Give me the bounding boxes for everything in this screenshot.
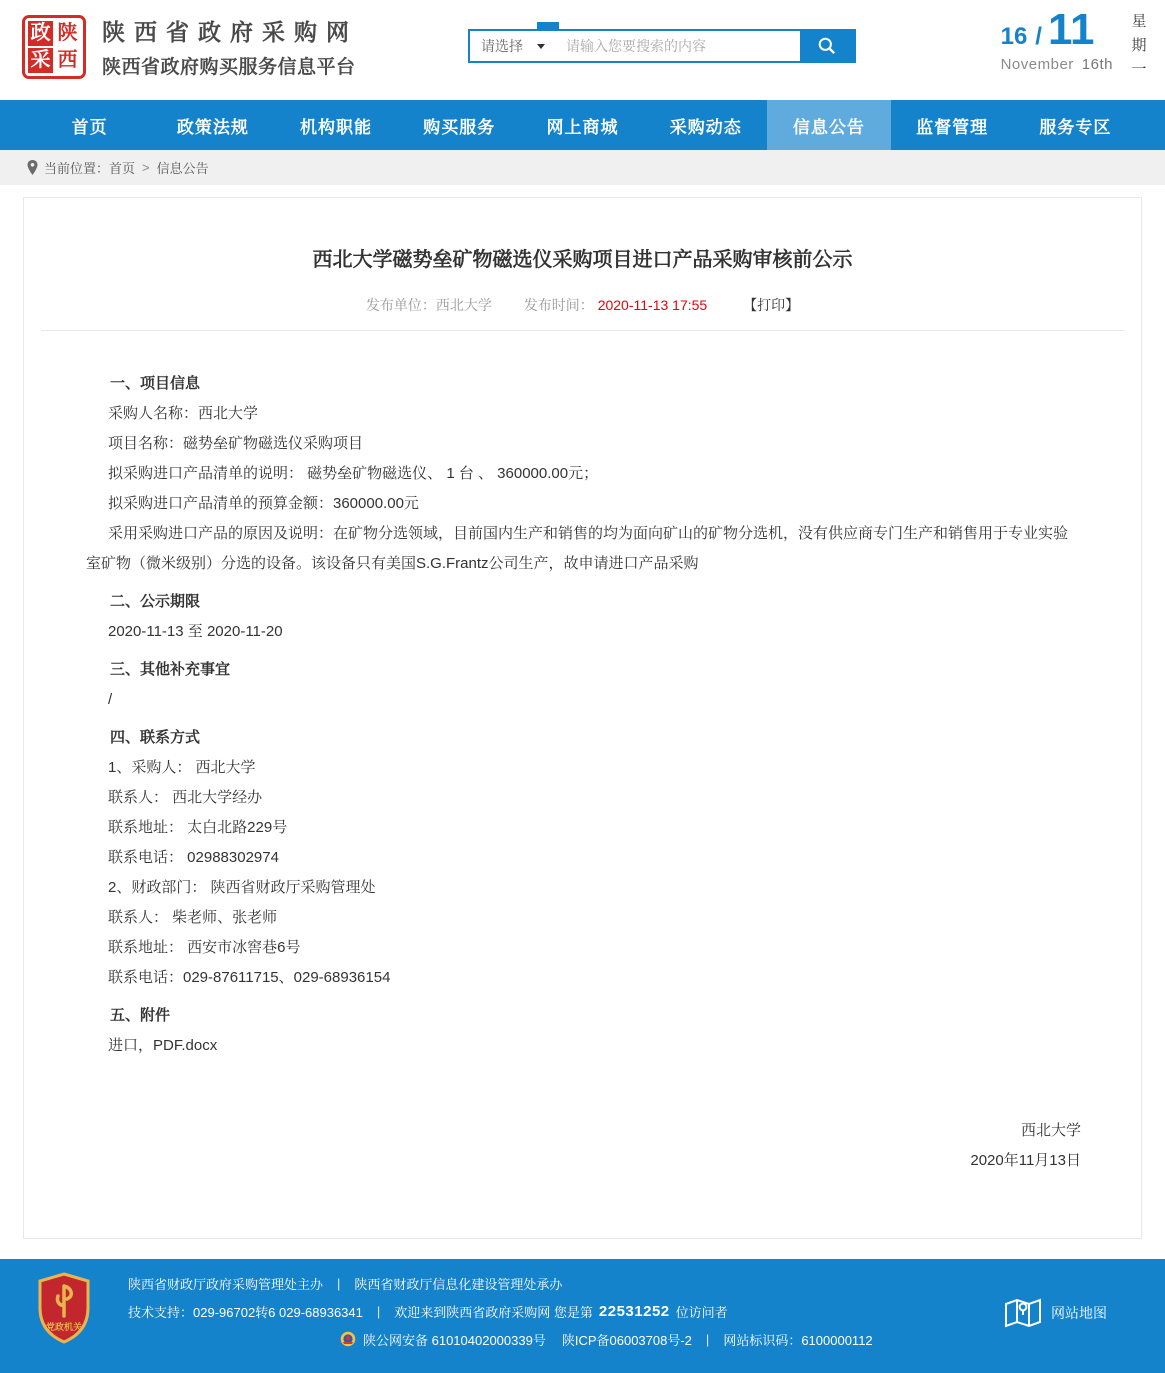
article-paragraph: /: [108, 691, 113, 708]
weekday-label: 星期一: [1131, 13, 1147, 78]
visitor-suffix: 位访问者: [675, 1304, 728, 1320]
section-heading: 五、附件: [110, 1007, 171, 1024]
article-paragraph: 2、财政部门： 陕西省财政厅采购管理处: [108, 879, 376, 896]
date-widget: [1000, 5, 1147, 82]
search-bar: [468, 29, 856, 63]
article-signature: [24, 1116, 1141, 1176]
article-paragraph: 联系地址： 西安市冰窖巷6号: [108, 939, 301, 956]
section-heading: 二、公示期限: [110, 593, 201, 610]
breadcrumb-current[interactable]: 信息公告: [156, 161, 209, 176]
article-title: 西北大学磁势垒矿物磁选仪采购项目进口产品采购审核前公示: [312, 249, 853, 271]
date-month-name: November: [1000, 56, 1074, 73]
article-paragraph: 联系人： 柴老师、张老师: [108, 909, 278, 926]
footer-undertake: 陕西省财政厅信息化建设管理处承办: [354, 1276, 563, 1292]
public-security-badge-icon: [340, 1331, 356, 1347]
article-paragraph: 2020-11-13 至 2020-11-20: [108, 623, 283, 640]
footer-separator: |: [376, 1303, 381, 1319]
article-paragraph: 联系地址： 太白北路229号: [108, 819, 288, 836]
footer-text: [128, 1269, 873, 1353]
footer-tech-support: 技术支持：029-96702转6 029-68936341: [128, 1304, 363, 1320]
section-heading: 三、其他补充事宜: [110, 661, 231, 678]
search-button[interactable]: [800, 31, 854, 61]
footer-welcome: 欢迎来到陕西省政府采购网 您是第: [394, 1304, 593, 1320]
date-day: 16: [1000, 23, 1028, 50]
sitemap-link[interactable]: [1004, 1297, 1107, 1329]
article-paragraph: 1、采购人： 西北大学: [108, 759, 256, 776]
section-heading: 四、联系方式: [110, 729, 201, 746]
seal-char: 采: [28, 48, 53, 73]
article-paragraph: 采购人名称：西北大学: [108, 405, 259, 422]
breadcrumb-home[interactable]: 首页: [109, 161, 136, 176]
search-category-select[interactable]: [470, 31, 556, 61]
seal-char: 陕: [55, 21, 80, 46]
site-logo[interactable]: [22, 14, 358, 79]
gov-agency-badge-icon: [36, 1272, 92, 1348]
article-paragraph: 联系人： 西北大学经办: [108, 789, 263, 806]
article-meta: [24, 295, 1141, 315]
site-header: [0, 0, 1165, 100]
article-paragraph: 拟采购进口产品清单的预算金额：360000.00元: [108, 495, 419, 512]
signature-date: 2020年11月13日: [970, 1152, 1081, 1169]
search-input[interactable]: [556, 31, 800, 61]
logo-seal-icon: [22, 15, 86, 79]
svg-text:党政机关: 党政机关: [45, 1322, 83, 1332]
main-nav: [0, 100, 1165, 150]
nav-item-0[interactable]: 首页: [71, 117, 108, 137]
article-paragraph: 拟采购进口产品清单的说明： 磁势垒矿物磁选仪、 1 台 、 360000.00元；: [108, 465, 599, 482]
nav-item-1[interactable]: 政策法规: [176, 117, 249, 137]
site-identifier-code: 网站标识码：6100000112: [723, 1332, 873, 1348]
search-notch: [537, 22, 559, 31]
nav-item-5[interactable]: 采购动态: [669, 117, 742, 137]
breadcrumb: [0, 150, 1165, 185]
signature-org: 西北大学: [1020, 1122, 1081, 1139]
print-button[interactable]: 【打印】: [743, 297, 800, 313]
search-select-label: 请选择: [481, 38, 523, 54]
article-paragraph: 项目名称：磁势垒矿物磁选仪采购项目: [108, 435, 364, 452]
article-paragraph: 联系电话： 02988302974: [108, 849, 279, 866]
site-footer: [0, 1259, 1165, 1373]
article-paragraph: 联系电话：029-87611715、029-68936154: [108, 969, 391, 986]
sitemap-label: 网站地图: [1051, 1305, 1107, 1321]
article-paragraph: 采用采购进口产品的原因及说明：在矿物分选领域，目前国内生产和销售的均为面向矿山的矿物分选机，没有供应商专门生产和销售用于专业实验室矿物（微米级别）分选的设备。该设备只有美国S.G.Frantz公司生产，故申请进口产品采购: [86, 525, 1069, 572]
nav-item-4[interactable]: 网上商城: [546, 117, 619, 137]
footer-separator: |: [705, 1331, 710, 1347]
date-ordinal: 16th: [1081, 56, 1113, 73]
publish-time-value: 2020-11-13 17:55: [597, 297, 708, 313]
visitor-count: 22531252: [598, 1302, 670, 1320]
article-body: [24, 369, 1141, 1061]
nav-item-3[interactable]: 购买服务: [423, 117, 496, 137]
article-card: [23, 197, 1142, 1239]
date-month-number: 11: [1047, 5, 1095, 54]
icp-record-link[interactable]: 陕ICP备06003708号-2: [561, 1332, 692, 1348]
article-paragraph[interactable]: 进口，PDF.docx: [108, 1037, 218, 1054]
nav-item-7[interactable]: 监督管理: [916, 117, 989, 137]
security-record-link[interactable]: 陕公网安备 61010402000339号: [363, 1332, 546, 1348]
breadcrumb-separator: >: [142, 160, 150, 175]
publish-time-label: 发布时间：: [523, 297, 594, 313]
meta-divider: [41, 330, 1124, 331]
location-pin-icon: [27, 160, 38, 175]
nav-item-8[interactable]: 服务专区: [1039, 117, 1112, 137]
date-slash: /: [1035, 23, 1042, 50]
search-icon: [817, 36, 837, 56]
site-title: 陕西省政府采购网: [102, 19, 358, 45]
publish-unit: 发布单位：西北大学: [365, 297, 492, 313]
sitemap-map-icon: [1004, 1297, 1042, 1329]
breadcrumb-prefix: 当前位置：: [44, 161, 110, 176]
site-subtitle: 陕西省政府购买服务信息平台: [102, 57, 356, 78]
section-heading: 一、项目信息: [110, 375, 201, 392]
seal-char: 西: [55, 48, 80, 73]
seal-char: 政: [28, 21, 53, 46]
footer-host: 陕西省财政厅政府采购管理处主办: [128, 1276, 324, 1292]
nav-item-2[interactable]: 机构职能: [300, 117, 373, 137]
footer-separator: |: [337, 1275, 341, 1291]
chevron-down-icon: [537, 44, 545, 49]
nav-item-6[interactable]: 信息公告: [767, 100, 890, 150]
